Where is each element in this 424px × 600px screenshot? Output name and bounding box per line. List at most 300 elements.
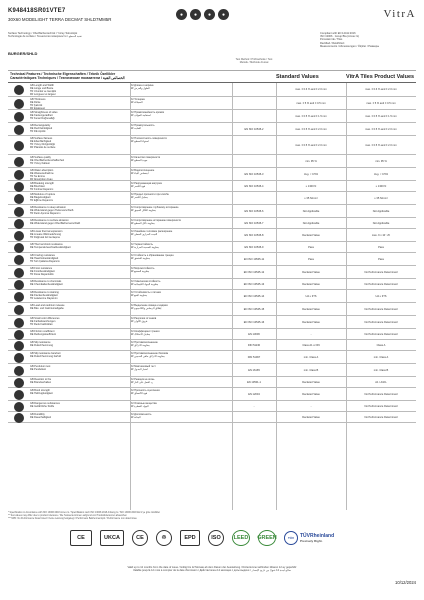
standard-value-cell: ≥ 35 N/mm² — [304, 196, 318, 200]
property-name-line: RU Опасные вещества — [130, 401, 157, 405]
standard-value-cell: Avg. < 0.5% — [303, 172, 318, 176]
property-name-line: RU Сопротивление истиранию поверхности — [130, 218, 182, 222]
property-name-cell — [30, 330, 128, 336]
property-name-line: RU Прямоугольность — [130, 123, 155, 127]
property-name-line: DE Widerstand gegen Oberflächenverschleiß — [30, 221, 81, 225]
property-name-line: AR التعامد — [130, 126, 142, 130]
property-name-line: GB Frost resistance — [30, 266, 53, 270]
property-name-translation-cell — [130, 84, 230, 90]
table-row — [8, 205, 416, 218]
property-icon — [14, 112, 24, 122]
vitra-value-cell: No Performance Determined — [364, 320, 398, 324]
table-row — [8, 412, 416, 423]
vitra-value-cell: No Performance Determined — [364, 404, 398, 408]
property-name-translation-cell — [130, 267, 230, 273]
property-name-line: TR Dik Açılılık — [30, 129, 46, 133]
property-name-line: GB Linear thermal expansion — [30, 229, 63, 233]
compliance-text — [320, 32, 416, 48]
property-name-line: DE Temperaturwechselbeständigkeit — [30, 245, 71, 249]
test-method-cell: EN 13501-1 — [247, 380, 261, 384]
property-name-line: DE Dauerhaftigkeit — [30, 415, 51, 419]
property-name-line: RU Качество поверхности — [130, 155, 161, 159]
property-name-line: TR Kalınlık — [30, 103, 43, 107]
property-name-translation-cell — [130, 111, 230, 117]
property-name-translation-cell — [130, 378, 230, 384]
product-name: 30X60 MODELIGHT TERRA DECMAT SHLD7MM5R — [8, 17, 112, 22]
property-name-line: DE Dicke — [30, 100, 41, 104]
characteristics-header — [10, 72, 210, 80]
compliance-line: Compliant with EN 14411:2016 — [320, 32, 356, 35]
table-row — [8, 218, 416, 229]
property-name-line: AR جودة السطح — [130, 158, 148, 162]
test-method-cell: DIN 51130 — [247, 343, 261, 347]
feature-icon: ● — [190, 9, 201, 20]
property-name-line: RU Длина и ширина — [130, 83, 154, 87]
property-name-line: TR Sırlı Çatlama Dayanımı — [30, 259, 60, 263]
test-method-cell: EN ISO 10545-13 — [243, 282, 265, 286]
property-name-line: DE Kantengeradheit — [30, 113, 53, 117]
property-name-line: GB Resistance to staining — [30, 290, 59, 294]
disclaimer-line: Valid up to 12 months from the date of issue / Gültig bis 12 Monate ab dem Datum der Ausstellung / Düzenlenme tarihinden itibaren 12 ay geçerlidir — [127, 566, 297, 569]
property-name-cell — [30, 402, 128, 408]
standard-value-cell: Declared Value — [302, 270, 320, 274]
property-name-line: GB Breaking strength — [30, 181, 54, 185]
standard-value-cell: Not Applicable — [302, 209, 320, 213]
property-name-line: AR المتانة — [130, 415, 141, 419]
standard-value-cell: Declared Value — [302, 320, 320, 324]
vitra-value-cell: Not Applicable — [372, 209, 390, 213]
property-name-translation-cell — [130, 124, 230, 130]
table-row — [8, 242, 416, 253]
property-name-line: AR معامل الكسر — [130, 195, 148, 199]
property-icon — [14, 292, 24, 302]
property-name-line: AR استقامة الحواف — [130, 113, 151, 117]
table-header — [8, 70, 416, 83]
test-method-cell: EN ISO 10545-6 — [244, 209, 264, 213]
test-method-cell: EN ISO 10545-7 — [244, 221, 264, 225]
property-icon — [14, 125, 24, 135]
property-name-line: AR اختبار البندول — [130, 367, 148, 371]
property-name-translation-cell — [130, 402, 230, 408]
property-name-line: DE Länge und Breite — [30, 86, 54, 90]
property-name-line: AR مقاومة التآكل العميق — [130, 208, 156, 212]
vitra-value-cell: UA ≥ 3TS — [375, 294, 387, 298]
property-name-line: DE Brandverhalten — [30, 380, 52, 384]
property-name-line: AR مقاومة تآكل السطح — [130, 221, 155, 225]
standard-value-cell: min. Class B — [303, 368, 319, 372]
property-name-line: RU Противоскольжение босиком — [130, 351, 169, 355]
property-name-line: AR رد الفعل على النار — [130, 380, 153, 384]
property-name-line: AR التمدد الحراري الخطي — [130, 232, 158, 236]
property-name-translation-cell — [130, 243, 230, 249]
property-name-line: FR Épaisseur — [30, 106, 46, 110]
property-name-cell — [30, 254, 128, 263]
property-name-line: FR Absorption d'eau — [30, 177, 53, 181]
standard-value-cell: Not Applicable — [302, 221, 320, 225]
property-name-line: TR Kenar Doğrusallığı — [30, 116, 55, 120]
table-row — [8, 266, 416, 279]
property-icon — [14, 194, 24, 204]
property-name-line: DE Reibungskoeffizient — [30, 332, 56, 336]
vitra-value-cell: ≥ 35 N/mm² — [374, 196, 388, 200]
property-name-cell — [30, 137, 128, 149]
property-icon — [14, 157, 24, 167]
vitra-value-cell: No Performance Determined — [364, 270, 398, 274]
property-name-translation-cell — [130, 389, 230, 395]
test-method-cell: EN ISO 10545-11 — [243, 257, 265, 261]
property-name-line: GB Slip resistance — [30, 340, 51, 344]
vitra-value-cell: No Performance Determined — [364, 282, 398, 286]
property-name-line: TR Uzunluk ve Genişlik — [30, 89, 56, 93]
footnote: *** NPD: No Performance Determined / Keine Leistung festgelegt / Performans Belirlenmemiştir / Performance non déterminée — [8, 517, 137, 520]
standard-value-cell: Declared Value — [302, 415, 320, 419]
tuv-text — [300, 533, 334, 543]
property-name-line: GB Length and Width — [30, 83, 54, 87]
vitra-value-cell: max. ± 0.5 % and ± 1.5 mm — [365, 114, 397, 118]
property-icon — [14, 402, 24, 412]
property-icon — [14, 413, 24, 423]
test-method-header: Test Method / Prüfmethode / Test Metodu / Méthode d'essai — [235, 58, 273, 64]
property-icon — [14, 378, 24, 388]
tuv-label: TÜVRheinland — [300, 533, 335, 539]
property-name-translation-cell — [130, 156, 230, 162]
property-name-cell — [30, 317, 128, 326]
property-name-cell — [30, 267, 128, 276]
table-row — [8, 377, 416, 388]
property-name-line: TR Dona Dayanıklılık — [30, 272, 54, 276]
vitra-value-cell: Not Applicable — [372, 221, 390, 225]
property-name-line: DE Pendeltest — [30, 367, 46, 371]
property-name-line: TR Kırılma Dayanımı — [30, 187, 54, 191]
surface-technology-text — [8, 32, 168, 39]
header-line: Technical Features / Technische Eigenschaften / Teknik Özellikler — [10, 72, 116, 76]
property-name-line: AR مقاومة الانزلاق — [130, 343, 150, 347]
property-name-line: RU Долговечность — [130, 412, 152, 416]
table-row — [8, 316, 416, 329]
table-row — [8, 192, 416, 205]
property-name-translation-cell — [130, 341, 230, 347]
table-row — [8, 123, 416, 136]
property-name-line: DE Blei- und Cadmiumabgabe — [30, 306, 64, 310]
standard-value-cell: Class A1 or R9 — [302, 343, 320, 347]
property-name-line: AR مقاومة الصدمة الحرارية — [130, 245, 159, 249]
property-name-line: GB Pendulum test — [30, 364, 51, 368]
property-name-line: TR Su Emme — [30, 174, 46, 178]
vitra-values-header: VitrA Tiles Product Values — [346, 74, 415, 80]
property-name-translation-cell — [130, 330, 230, 336]
footnote: ** Test values may differ due to product tolerance / Die Testwerte können aufgrund von Produkttoleranzen abweichen — [8, 514, 127, 517]
vitra-value-cell: max. ± 0.5 % and ± 2.0 mm — [365, 127, 397, 131]
certification-badge: UKCA — [100, 530, 124, 546]
property-name-line: RU Прямолинейность кромок — [130, 110, 165, 114]
column-divider — [276, 83, 277, 510]
certification-badge: CE — [132, 530, 148, 546]
technical-table — [8, 58, 416, 510]
property-icon — [14, 99, 24, 109]
issue-date: 10/12/2024 — [395, 580, 416, 585]
property-name-cell — [30, 193, 128, 202]
property-name-cell — [30, 291, 128, 300]
test-method-cell: EN ISO 10545-2 — [244, 127, 264, 131]
property-name-line: DE Oberflächenbeschaffenheit — [30, 158, 65, 162]
table-row — [8, 401, 416, 412]
property-name-translation-cell — [130, 182, 230, 188]
standard-value-cell: min. 95 % — [305, 159, 317, 163]
table-row — [8, 83, 416, 97]
standard-value-cell: Declared Value — [302, 307, 320, 311]
property-name-line: AR امتصاص الماء — [130, 171, 149, 175]
property-name-line: GB Bond strength — [30, 388, 50, 392]
standard-value-cell: Declared Value — [302, 233, 320, 237]
property-name-line: DE Haarrissbeständigkeit — [30, 256, 59, 260]
property-name-cell — [30, 365, 128, 371]
standard-value-cell: max. ± 5 % and ± 0.5 mm — [296, 101, 326, 105]
standard-value-cell: Pass — [308, 245, 314, 249]
property-name-line: AR مقاومة البقع — [130, 293, 147, 297]
table-row — [8, 340, 416, 351]
certification-badge — [284, 530, 344, 546]
property-icon — [14, 243, 24, 253]
vitra-value-cell: No Performance Determined — [364, 307, 398, 311]
property-name-translation-cell — [130, 137, 230, 143]
test-method-cell: EN ISO 10545-9 — [244, 245, 264, 249]
test-method-cell: EN ISO 10545-12 — [243, 270, 265, 274]
property-name-line: GB Crazing resistance — [30, 253, 56, 257]
property-icon — [14, 341, 24, 351]
property-icon — [14, 231, 24, 241]
feature-icon: ● — [204, 9, 215, 20]
property-name-line: AR مقاومة الصقيع — [130, 269, 150, 273]
feature-icon: ● — [176, 9, 187, 20]
property-name-cell — [30, 230, 128, 239]
vitra-value-cell: max. 9 x 10⁻⁶/K — [371, 233, 391, 237]
property-name-translation-cell — [130, 291, 230, 297]
table-row — [8, 329, 416, 340]
test-method-cell: EN 12004 — [248, 392, 260, 396]
property-icon — [14, 353, 24, 363]
property-name-translation-cell — [130, 254, 230, 260]
vitra-value-cell: Avg. < 0.5% — [373, 172, 388, 176]
vitra-value-cell: No Performance Determined — [364, 415, 398, 419]
table-row — [8, 290, 416, 303]
table-row — [8, 110, 416, 123]
standard-value-cell: UA ≥ 3TS — [305, 294, 317, 298]
test-method-cell: EN ISO 10545-8 — [244, 233, 264, 237]
standard-value-cell: - — [310, 332, 312, 336]
property-icon — [14, 182, 24, 192]
standard-value-cell: ≥ 1300 N — [305, 184, 317, 188]
property-name-cell — [30, 413, 128, 419]
property-name-line: RU Устойчивость к пятнам — [130, 290, 161, 294]
vitra-value-cell: Pass — [378, 245, 384, 249]
test-method-cell: EN ISO 10545-4 — [244, 184, 264, 188]
property-name-line: FR Longueur et largeur — [30, 92, 56, 96]
vitra-value-cell: Class A — [376, 343, 386, 347]
property-name-cell — [30, 98, 128, 110]
property-name-line: DE Rutschhemmung barfuß — [30, 354, 61, 358]
property-name-line: DE Biegefestigkeit — [30, 195, 51, 199]
property-name-line: GB Small color differences — [30, 316, 60, 320]
property-name-line: TR Yüzey Kalitesi — [30, 161, 50, 165]
property-name-line: GB Thermal shock resistance — [30, 242, 63, 246]
property-name-translation-cell — [130, 98, 230, 104]
property-name-line: TR Derin Aşınma Dayanımı — [30, 211, 61, 215]
table-row — [8, 351, 416, 364]
vitra-value-cell: Pass — [378, 257, 384, 261]
property-name-translation-cell — [130, 280, 230, 286]
property-name-line: GB Resistance to deep abrasion — [30, 205, 66, 209]
validity-disclaimer — [60, 566, 364, 572]
property-icon — [14, 318, 24, 328]
property-name-translation-cell — [130, 317, 230, 323]
property-name-cell — [30, 280, 128, 286]
table-row — [8, 155, 416, 168]
property-name-translation-cell — [130, 169, 230, 175]
property-name-line: RU Плоскостность поверхности — [130, 136, 167, 140]
property-name-line: DE Bruchlast — [30, 184, 45, 188]
test-method-cell: EN ISO 10545-15 — [243, 307, 265, 311]
property-name-line: AR مقاومة التشقق — [130, 256, 150, 260]
property-name-line: RU Термостойкость — [130, 242, 153, 246]
property-name-line: FR Planéité de surface — [30, 145, 56, 149]
compliance-line: ISO 13006 · Group BIa (Annex G) — [320, 35, 360, 39]
header-line: Surface Technology / Oberflächentechnik / Yüzey Teknolojisi — [8, 32, 78, 35]
property-name-cell — [30, 206, 128, 215]
property-name-line: RU Маятниковый тест — [130, 364, 156, 368]
product-code: K948418SR01VTE7 — [8, 8, 66, 14]
property-name-line: TR Eğilme Dayanımı — [30, 198, 54, 202]
standard-value-cell: max. ± 0.5 % and ± 2.0 mm — [295, 127, 327, 131]
vitra-value-cell: max. ± 0.6 % and ± 2.0 mm — [365, 88, 397, 92]
property-name-cell — [30, 169, 128, 181]
standard-values-header: Standard Values — [276, 74, 319, 80]
property-name-line: DE Frostbeständigkeit — [30, 269, 55, 273]
column-divider — [346, 83, 347, 510]
standard-value-cell: Declared Value — [302, 380, 320, 384]
test-method-cell: - — [253, 404, 255, 408]
property-name-line: GB Thickness — [30, 97, 46, 101]
property-name-line: GB Surface flatness — [30, 136, 53, 140]
table-row — [8, 279, 416, 290]
property-name-translation-cell — [130, 206, 230, 212]
compliance-line: Porcelain tile / Tiles — [320, 38, 343, 42]
property-name-cell — [30, 156, 128, 165]
test-method-cell: EN ISO 10545-3 — [244, 172, 264, 176]
property-name-line: AR السماكة — [130, 100, 143, 104]
property-name-line: GB Reaction to fire — [30, 377, 52, 381]
property-name-line: RU Выделение свинца и кадмия — [130, 303, 168, 307]
property-name-cell — [30, 111, 128, 120]
column-divider — [232, 83, 233, 510]
property-name-line: DE Widerstand gegen Tiefenverschleiß — [30, 208, 74, 212]
property-name-line: GB Friction coefficient — [30, 329, 55, 333]
table-row — [8, 136, 416, 155]
vitra-value-cell: ≥ 1300 N — [375, 184, 387, 188]
property-name-line: RU Разрушающая нагрузка — [130, 181, 162, 185]
property-name-cell — [30, 352, 128, 358]
property-name-line: TR Doğrusal Isıl Genleşme — [30, 235, 61, 239]
table-row — [8, 303, 416, 316]
header-line: Caractéristiques Techniques / Технические показатели / الخصائص الفنية — [10, 76, 125, 80]
property-icon — [14, 305, 24, 315]
property-name-translation-cell — [130, 365, 230, 371]
compliance-line: Rectified / Rektifiziert — [320, 41, 345, 45]
property-name-translation-cell — [130, 304, 230, 310]
vitra-value-cell: No Performance Determined — [364, 332, 398, 336]
test-method-cell: EN 13006 — [248, 332, 260, 336]
property-name-line: RU Прочность сцепления — [130, 388, 160, 392]
compliance-line: Measurements / Abmessungen / Ölçüler / Размеры — [320, 44, 380, 48]
vitra-value-cell: No Performance Determined — [364, 392, 398, 396]
property-name-line: AR مقاومة المواد الكيميائية — [130, 282, 159, 286]
property-name-line: RU Предел прочности при изгибе — [130, 192, 169, 196]
header-icons — [176, 9, 229, 20]
property-name-cell — [30, 341, 128, 347]
vitra-value-cell: min. Class B — [373, 368, 389, 372]
property-name-line: RU Водопоглощение — [130, 168, 155, 172]
table-row — [8, 97, 416, 110]
property-name-line: DE Ebenflächigkeit — [30, 139, 52, 143]
property-icon — [14, 268, 24, 278]
property-name-line: GB Modulus of rupture — [30, 192, 56, 196]
standard-value-cell: max. ± 0.5 % and ± 2.0 mm — [295, 143, 327, 147]
test-method-cell: EN 16165 — [248, 368, 260, 372]
certification-logos — [8, 530, 416, 558]
property-name-line: GB Rectangularity — [30, 123, 51, 127]
table-row — [8, 229, 416, 242]
property-icon — [14, 207, 24, 217]
property-name-line: AR استواء السطح — [130, 139, 149, 143]
property-icon — [14, 85, 24, 95]
property-name-translation-cell — [130, 219, 230, 225]
property-icon — [14, 255, 24, 265]
vitra-value-cell: min. 95 % — [375, 159, 387, 163]
property-name-cell — [30, 124, 128, 133]
test-method-cell: EN ISO 10545-14 — [243, 294, 265, 298]
vitra-value-cell: max. ± 0.5 % and ± 2.0 mm — [365, 143, 397, 147]
property-name-cell — [30, 304, 128, 310]
vitra-value-cell: A1 / A1FL — [375, 380, 387, 384]
standard-value-cell: max. ± 0.6 % and ± 2.0 mm — [295, 88, 327, 92]
property-name-line: DE Farbabweichungen — [30, 319, 56, 323]
property-name-line: AR فروق الألوان — [130, 319, 148, 323]
property-name-cell — [30, 389, 128, 395]
certification-badge: EPD — [180, 530, 200, 546]
property-name-line: AR قوة الكسر — [130, 184, 146, 188]
property-name-line: RU Реакция на огонь — [130, 377, 155, 381]
vitra-logo: VitrA — [383, 8, 416, 20]
property-name-line: RU Стойкость к образованию трещин — [130, 253, 174, 257]
property-name-line: GB Straightness of sides — [30, 110, 58, 114]
property-name-line: RU Химическая стойкость — [130, 279, 161, 283]
property-name-line: GB Water absorption — [30, 168, 54, 172]
property-name-line: DE Rutschhemmung — [30, 343, 54, 347]
standard-value-cell: Declared Value — [302, 282, 320, 286]
vitra-value-cell: min. Class A — [373, 355, 389, 359]
property-name-line: RU Противоскольжение — [130, 340, 158, 344]
property-icon — [14, 390, 24, 400]
property-name-line: GB Surface quality — [30, 155, 51, 159]
property-name-line: DE Rechtwinkligkeit — [30, 126, 53, 130]
certification-badge: LEED — [232, 530, 250, 546]
property-name-translation-cell — [130, 413, 230, 419]
property-name-line: TR Yüzey Düzgünlüğü — [30, 142, 55, 146]
table-row — [8, 181, 416, 192]
property-name-line: RU Толщина — [130, 97, 145, 101]
property-name-cell — [30, 219, 128, 225]
table-row — [8, 364, 416, 377]
property-icon — [14, 366, 24, 376]
